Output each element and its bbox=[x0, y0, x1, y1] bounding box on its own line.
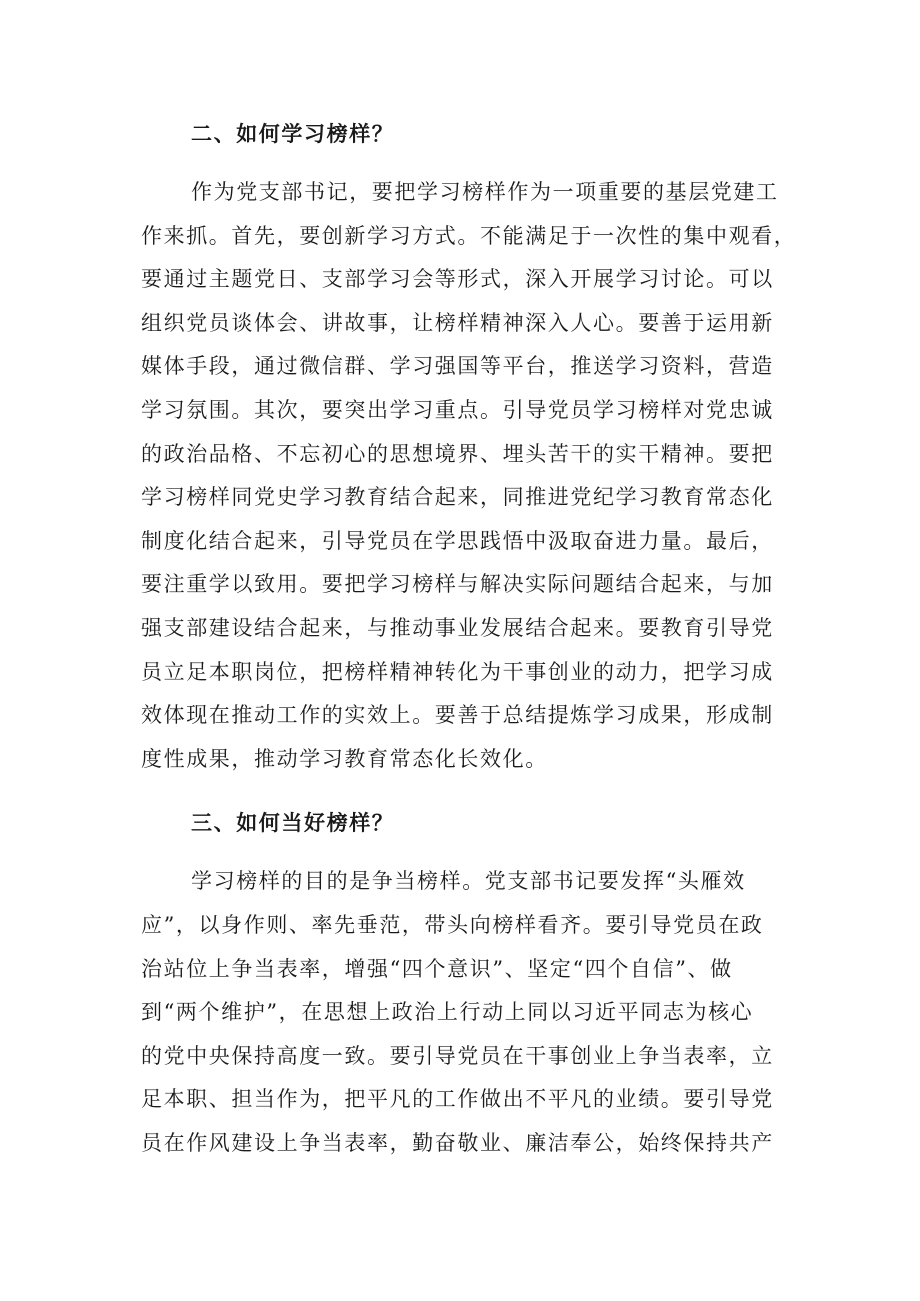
paragraph-line: 员立足本职岗位，把榜样精神转化为干事创业的动力，把学习成 bbox=[141, 659, 774, 684]
paragraph-line: 效体现在推动工作的实效上。要善于总结提炼学习成果，形成制 bbox=[141, 703, 774, 728]
spacer bbox=[141, 844, 781, 860]
paragraph-learn-from-model bbox=[141, 171, 797, 781]
paragraph-line: 度性成果，推动学习教育常态化长效化。 bbox=[141, 746, 548, 771]
paragraph-line: 到“两个维护”，在思想上政治上行动上同以习近平同志为核心 bbox=[141, 1000, 754, 1025]
paragraph-line: 要注重学以致用。要把学习榜样与解决实际问题结合起来，与加 bbox=[141, 572, 774, 597]
paragraph-be-a-model bbox=[141, 860, 781, 1165]
paragraph-line: 学习榜样同党史学习教育结合起来，同推进党纪学习教育常态化 bbox=[141, 485, 774, 510]
paragraph-line: 学习氛围。其次，要突出学习重点。引导党员学习榜样对党忠诚 bbox=[141, 397, 774, 422]
paragraph-line: 治站位上争当表率，增强“四个意识”、坚定“四个自信”、做 bbox=[141, 956, 733, 981]
paragraph-line: 强支部建设结合起来，与推动事业发展结合起来。要教育引导党 bbox=[141, 615, 774, 640]
paragraph-line: 员在作风建设上争当表率，勤奋敬业、廉洁奉公，始终保持共产 bbox=[141, 1130, 774, 1155]
paragraph-line: 制度化结合起来，引导党员在学思践悟中汲取奋进力量。最后， bbox=[141, 528, 774, 553]
paragraph-line: 作为党支部书记，要把学习榜样作为一项重要的基层党建工 bbox=[191, 180, 779, 204]
document-body bbox=[141, 112, 797, 1165]
spacer bbox=[141, 781, 781, 801]
section-heading-3: 三、如何当好榜样？ bbox=[191, 810, 395, 836]
section-heading-2: 二、如何学习榜样？ bbox=[191, 121, 395, 146]
paragraph-line: 的党中央保持高度一致。要引导党员在干事创业上争当表率，立 bbox=[141, 1043, 774, 1068]
paragraph-line: 要通过主题党日、支部学习会等形式，深入开展学习讨论。可以 bbox=[141, 267, 774, 292]
paragraph-line: 作来抓。首先，要创新学习方式。不能满足于一次性的集中观看， bbox=[141, 223, 797, 248]
paragraph-line: 媒体手段，通过微信群、学习强国等平台，推送学习资料，营造 bbox=[141, 354, 774, 379]
paragraph-line: 足本职、担当作为，把平凡的工作做出不平凡的业绩。要引导党 bbox=[141, 1087, 774, 1112]
paragraph-line: 组织党员谈体会、讲故事，让榜样精神深入人心。要善于运用新 bbox=[141, 310, 774, 335]
paragraph-line: 的政治品格、不忘初心的思想境界、埋头苦干的实干精神。要把 bbox=[141, 441, 774, 466]
spacer bbox=[141, 155, 781, 171]
paragraph-line: 应”，以身作则、率先垂范，带头向榜样看齐。要引导党员在政 bbox=[141, 912, 764, 937]
paragraph-line: 学习榜样的目的是争当榜样。党支部书记要发挥“头雁效 bbox=[191, 869, 746, 894]
